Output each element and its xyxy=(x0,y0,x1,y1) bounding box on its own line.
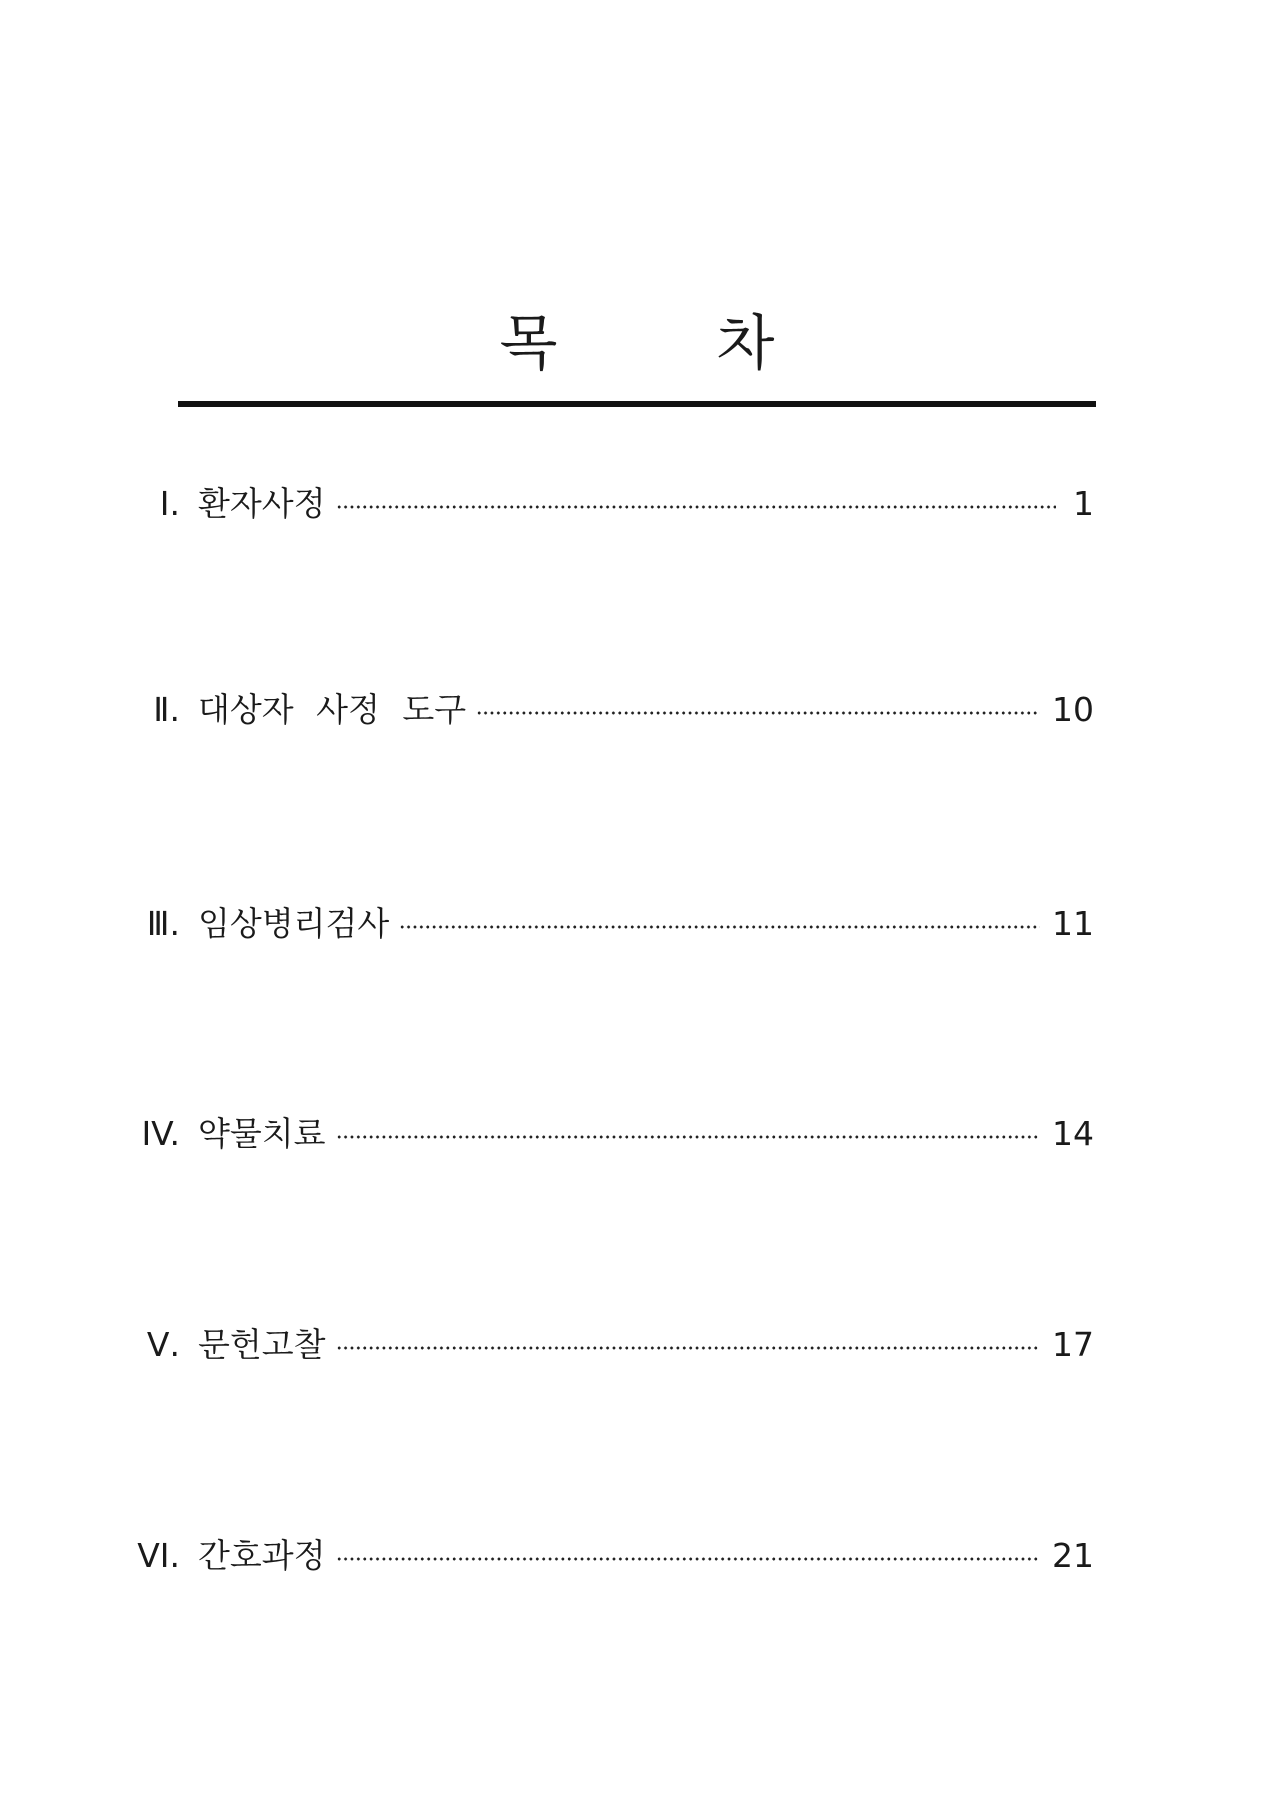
toc-entry-2[interactable] xyxy=(118,685,1094,735)
toc-entry-page-number: 1 xyxy=(1073,484,1094,523)
toc-entry-label: 간호과정 xyxy=(198,1536,326,1575)
toc-entry-numeral: Ⅰ. xyxy=(159,484,180,523)
dot-leader xyxy=(476,711,1040,715)
dot-leader xyxy=(336,1346,1040,1350)
toc-entry-page-number: 11 xyxy=(1052,904,1094,943)
toc-entry-label: 임상병리검사 xyxy=(198,904,390,943)
toc-title: 목 차 xyxy=(499,309,845,379)
toc-entry-4[interactable] xyxy=(118,1109,1094,1159)
toc-entry-3[interactable] xyxy=(118,899,1094,949)
toc-entry-6[interactable] xyxy=(118,1531,1094,1581)
dot-leader xyxy=(336,1557,1040,1561)
toc-entry-label: 대상자 사정 도구 xyxy=(198,690,467,729)
toc-entry-numeral: Ⅴ. xyxy=(146,1325,180,1364)
toc-entry-label: 문헌고찰 xyxy=(198,1325,326,1364)
title-underline-rule xyxy=(178,401,1096,407)
toc-entry-numeral: IV. xyxy=(141,1114,180,1153)
toc-entry-page-number: 21 xyxy=(1052,1536,1094,1575)
toc-entry-numeral: Ⅲ. xyxy=(146,904,180,943)
toc-entry-label: 환자사정 xyxy=(198,484,326,523)
toc-entry-numeral: VI. xyxy=(137,1536,180,1575)
dot-leader xyxy=(336,505,1056,509)
toc-entry-1[interactable] xyxy=(118,479,1094,529)
toc-entry-label: 약물치료 xyxy=(198,1114,326,1153)
dot-leader xyxy=(336,1135,1040,1139)
dot-leader xyxy=(399,925,1040,929)
toc-entry-5[interactable] xyxy=(118,1320,1094,1370)
toc-entry-page-number: 10 xyxy=(1052,690,1094,729)
toc-entry-numeral: Ⅱ. xyxy=(153,690,180,729)
toc-entry-page-number: 17 xyxy=(1052,1325,1094,1364)
toc-entry-page-number: 14 xyxy=(1052,1114,1094,1153)
